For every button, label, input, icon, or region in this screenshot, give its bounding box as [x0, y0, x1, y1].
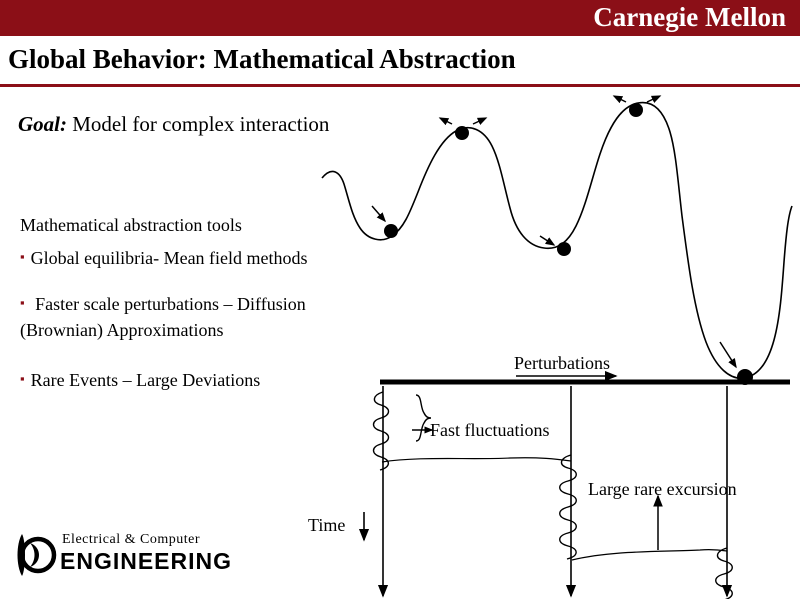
- fast-fluctuation-squiggle-left: [374, 392, 389, 470]
- label-fast-fluctuations: Fast fluctuations: [430, 420, 550, 440]
- fast-fluctuation-brace: [416, 395, 431, 441]
- list-item-label: Faster scale perturbations – Diffusion (Brownian) Approximations: [20, 294, 306, 340]
- ece-logo: [16, 530, 233, 584]
- header-divider: [0, 36, 800, 39]
- fast-fluctuation-squiggle-middle: [560, 455, 577, 559]
- university-name: Carnegie Mellon: [593, 2, 786, 32]
- goal-line: [18, 112, 329, 137]
- potential-well-curve: [322, 103, 792, 379]
- bullet-square-icon: ▪: [20, 371, 25, 386]
- goal-text: Model for complex interaction: [67, 112, 330, 136]
- bullet-square-icon: ▪: [20, 295, 25, 310]
- label-perturbations: Perturbations: [514, 353, 610, 373]
- trajectory-line-lower: [572, 550, 727, 560]
- list-item: [20, 246, 308, 272]
- particle-markers: [372, 96, 753, 385]
- goal-label: Goal:: [18, 112, 67, 136]
- logo-text-bottom: ENGINEERING: [60, 548, 233, 574]
- list-item-label: Rare Events – Large Deviations: [30, 370, 261, 390]
- logo-text-top: Electrical & Computer: [62, 532, 201, 547]
- trajectory-line-upper: [382, 458, 571, 462]
- page-title: Global Behavior: Mathematical Abstraction: [8, 44, 516, 74]
- label-time: Time: [308, 515, 346, 535]
- tools-heading: Mathematical abstraction tools: [20, 215, 242, 235]
- bullet-square-icon: ▪: [20, 249, 25, 264]
- list-item-label: Global equilibria- Mean field methods: [30, 248, 308, 268]
- label-large-rare-excursion: Large rare excursion: [588, 479, 737, 499]
- fast-fluctuation-squiggle-right: [716, 548, 733, 599]
- list-item: [20, 292, 350, 342]
- list-item: [20, 368, 260, 394]
- title-underline: [0, 84, 800, 87]
- cmu-shield-icon: [16, 530, 58, 580]
